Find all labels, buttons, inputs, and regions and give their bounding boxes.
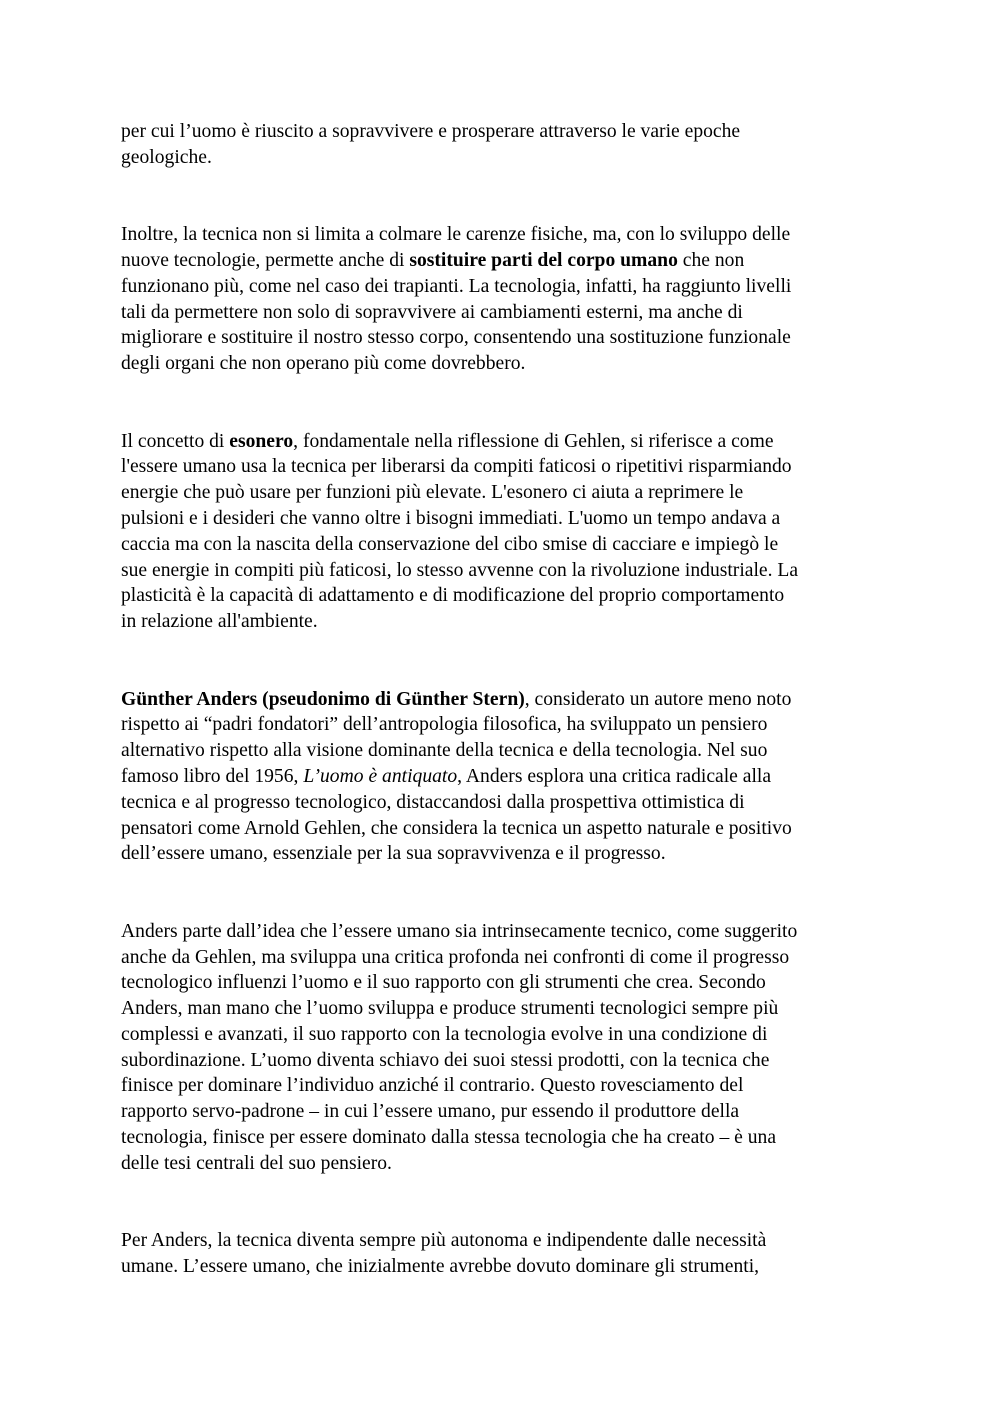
- text-run: funzionano più, come nel caso dei trapianti. La tecnologia, infatti, ha raggiunto livelli: [121, 275, 792, 297]
- text-run: dell’essere umano, essenziale per la sua sopravvivenza e il progresso.: [121, 843, 666, 865]
- text-run: subordinazione. L’uomo diventa schiavo dei suoi stessi prodotti, con la tecnica che: [121, 1049, 770, 1071]
- text-run: delle tesi centrali del suo pensiero.: [121, 1152, 392, 1174]
- text-line: [121, 222, 881, 248]
- text-line: [121, 1228, 881, 1254]
- paragraph: [121, 919, 881, 1177]
- text-run: alternativo rispetto alla visione dominante della tecnica e della tecnologia. Nel suo: [121, 740, 768, 762]
- text-run: Anders, man mano che l’uomo sviluppa e produce strumenti tecnologici sempre più: [121, 998, 779, 1020]
- text-run: tali da permettere non solo di sopravvivere ai cambiamenti esterni, ma anche di: [121, 301, 743, 323]
- text-line: [121, 532, 881, 558]
- text-line: [121, 1022, 881, 1048]
- text-line: [121, 919, 881, 945]
- text-run: , fondamentale nella riflessione di Gehlen, si riferisce a come: [293, 430, 774, 452]
- text-line: [121, 609, 881, 635]
- text-line: [121, 558, 881, 584]
- text-line: [121, 687, 881, 713]
- bold-text: Günther Anders (pseudonimo di Günther Stern): [121, 688, 525, 710]
- text-run: plasticità è la capacità di adattamento e di modificazione del proprio comportamento: [121, 585, 785, 607]
- text-run: nuove tecnologie, permette anche di: [121, 249, 410, 271]
- text-run: in relazione all'ambiente.: [121, 611, 318, 633]
- text-run: Anders parte dall’idea che l’essere umano sia intrinsecamente tecnico, come suggerito: [121, 920, 798, 942]
- text-run: pensatori come Arnold Gehlen, che considera la tecnica un aspetto naturale e positivo: [121, 817, 792, 839]
- text-run: caccia ma con la nascita della conservazione del cibo smise di cacciare e impiegò le: [121, 533, 779, 555]
- paragraph: [121, 119, 881, 171]
- text-run: complessi e avanzati, il suo rapporto con la tecnologia evolve in una condizione di: [121, 1023, 768, 1045]
- text-line: [121, 970, 881, 996]
- text-line: [121, 583, 881, 609]
- text-line: [121, 325, 881, 351]
- text-run: pulsioni e i desideri che vanno oltre i bisogni immediati. L'uomo un tempo andava a: [121, 507, 781, 529]
- text-run: anche da Gehlen, ma sviluppa una critica profonda nei confronti di come il progresso: [121, 946, 790, 968]
- text-run: rapporto servo-padrone – in cui l’essere umano, pur essendo il produttore della: [121, 1101, 740, 1123]
- text-line: [121, 790, 881, 816]
- text-run: tecnica e al progresso tecnologico, distaccandosi dalla prospettiva ottimistica di: [121, 791, 745, 813]
- text-line: [121, 841, 881, 867]
- bold-text: esonero: [229, 430, 294, 452]
- text-line: [121, 351, 881, 377]
- text-run: tecnologia, finisce per essere dominato dalla stessa tecnologia che ha creato – è una: [121, 1127, 777, 1149]
- text-line: [121, 506, 881, 532]
- text-line: [121, 480, 881, 506]
- text-line: [121, 996, 881, 1022]
- text-run: famoso libro del 1956,: [121, 765, 304, 787]
- text-line: [121, 248, 881, 274]
- paragraph: [121, 222, 881, 377]
- text-run: che non: [677, 249, 745, 271]
- text-line: [121, 429, 881, 455]
- text-line: [121, 816, 881, 842]
- text-run: , Anders esplora una critica radicale alla: [457, 765, 772, 787]
- text-line: [121, 300, 881, 326]
- text-run: migliorare e sostituire il nostro stesso corpo, consentendo una sostituzione funzionale: [121, 327, 791, 349]
- text-run: degli organi che non operano più come dovrebbero.: [121, 353, 526, 375]
- text-line: [121, 1048, 881, 1074]
- text-line: [121, 1151, 881, 1177]
- text-line: [121, 1125, 881, 1151]
- text-run: rispetto ai “padri fondatori” dell’antropologia filosofica, ha sviluppato un pensiero: [121, 714, 768, 736]
- paragraph: [121, 687, 881, 868]
- text-run: tecnologico influenzi l’uomo e il suo rapporto con gli strumenti che crea. Secondo: [121, 972, 766, 994]
- italic-text: L’uomo è antiquato: [303, 765, 458, 787]
- text-run: energie che può usare per funzioni più elevate. L'esonero ci aiuta a reprimere le: [121, 482, 744, 504]
- bold-text: sostituire parti del corpo umano: [409, 249, 678, 271]
- text-line: [121, 945, 881, 971]
- text-run: per cui l’uomo è riuscito a sopravvivere e prosperare attraverso le varie epoche: [121, 121, 741, 142]
- paragraph: [121, 429, 881, 635]
- text-line: [121, 712, 881, 738]
- body-text: [121, 119, 881, 1280]
- text-line: [121, 1099, 881, 1125]
- text-line: [121, 454, 881, 480]
- text-run: , considerato un autore meno noto: [524, 688, 792, 710]
- text-line: [121, 1254, 881, 1280]
- text-line: [121, 145, 881, 171]
- text-run: Il concetto di: [121, 430, 230, 452]
- text-run: sue energie in compiti più faticosi, lo stesso avvenne con la rivoluzione industriale. La: [121, 559, 799, 581]
- text-line: [121, 119, 881, 145]
- text-line: [121, 1073, 881, 1099]
- text-run: l'essere umano usa la tecnica per liberarsi da compiti faticosi o ripetitivi risparmiando: [121, 456, 792, 478]
- text-line: [121, 764, 881, 790]
- text-run: finisce per dominare l’individuo anziché il contrario. Questo rovesciamento del: [121, 1075, 744, 1097]
- text-line: [121, 738, 881, 764]
- text-line: [121, 274, 881, 300]
- text-run: umane. L’essere umano, che inizialmente avrebbe dovuto dominare gli strumenti,: [121, 1256, 760, 1278]
- text-run: Inoltre, la tecnica non si limita a colmare le carenze fisiche, ma, con lo sviluppo delle: [121, 224, 791, 246]
- text-run: geologiche.: [121, 146, 212, 168]
- text-run: Per Anders, la tecnica diventa sempre più autonoma e indipendente dalle necessità: [121, 1230, 767, 1252]
- paragraph: [121, 1228, 881, 1280]
